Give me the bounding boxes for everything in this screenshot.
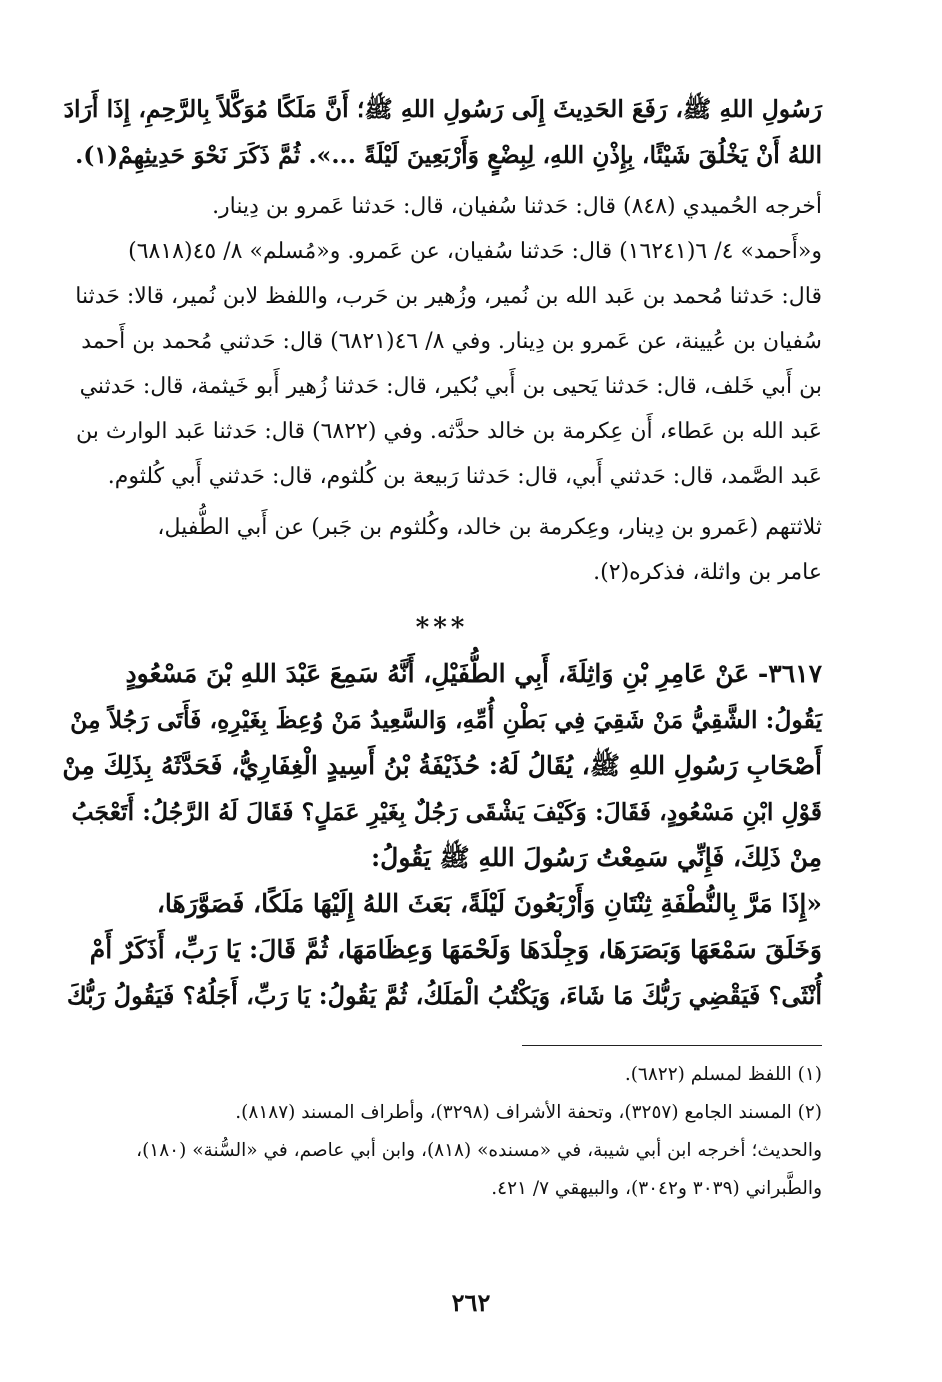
footnote-line: (٢) المسند الجامع (٣٢٥٧)، وتحفة الأشراف (٣٢٩٨)، وأطراف المسند (٨١٨٧). xyxy=(235,1102,822,1123)
text-line: أُنْثَى؟ فَيَقْضِي رَبُّكَ مَا شَاءَ، وَيَكْتُبُ الْمَلَكُ، ثُمَّ يَقُولُ: يَا رَبِّ، أَجَلُهُ؟ فَيَقُولُ رَبُّكَ xyxy=(66,981,822,1010)
paragraph-takhrij xyxy=(62,184,822,499)
paragraph-continuation xyxy=(62,86,822,178)
text-line: مِنْ ذَلِكَ، فَإِنِّي سَمِعْتُ رَسُولَ اللهِ ﷺ يَقُولُ: xyxy=(370,843,822,872)
text-line: أَصْحَابِ رَسُولِ اللهِ ﷺ، يُقَالُ لَهُ: حُذَيْفَةُ بْنُ أَسِيدٍ الْغِفَارِيُّ، فَحَدَّثَهُ بِذَلِكَ مِنْ xyxy=(62,751,822,780)
text-line: قال: حَدثنا مُحمد بن عَبد الله بن نُمير، وزُهير بن حَرب، واللفظ لابن نُمير، قالا: حَدثنا xyxy=(75,284,822,309)
text-line: اللهُ أَنْ يَخْلُقَ شَيْئًا، بِإِذْنِ اللهِ، لِبِضْعٍ وَأَرْبَعِينَ لَيْلَةً ...». ثُمَّ ذَكَرَ نَحْوَ حَدِيثِهِمْ(١). xyxy=(75,141,822,169)
text-line: و«أَحمد» ٤/ ٦(١٦٢٤١) قال: حَدثنا سُفيان، عن عَمرو. و«مُسلم» ٨/ ٤٥(٦٨١٨) xyxy=(128,239,822,264)
text-line: عَبد الصَّمد، قال: حَدثني أَبي، قال: حَدثنا رَبيعة بن كُلثوم، قال: حَدثني أَبي كُلثوم. xyxy=(107,464,822,489)
paragraph-summary xyxy=(62,505,822,595)
text-line: وَخَلَقَ سَمْعَهَا وَبَصَرَهَا، وَجِلْدَهَا وَلَحْمَهَا وَعِظَامَهَا، ثُمَّ قَالَ: يَا رَبِّ، أَذَكَرٌ أَمْ xyxy=(89,935,822,964)
footnote-line: والطَّبراني (٣٠٣٩ و٣٠٤٢)، والبيهقي ٧/ ٤٢١. xyxy=(491,1178,822,1199)
hadith-3617-matn xyxy=(62,881,822,1019)
section-separator: *** xyxy=(415,613,469,643)
text-line: رَسُولِ اللهِ ﷺ، رَفَعَ الحَدِيثَ إِلَى رَسُولِ اللهِ ﷺ؛ أَنَّ مَلَكًا مُوَكَّلاً بِالرَّحِمِ، إِذَا أَرَادَ xyxy=(63,95,822,123)
text-line: عَبد الله بن عَطاء، أَن عِكرمة بن خالد حدَّثه. وفي (٦٨٢٢) قال: حَدثنا عَبد الوارث بن xyxy=(76,419,822,444)
footnote-line: (١) اللفظ لمسلم (٦٨٢٢). xyxy=(624,1064,822,1085)
text-line: يَقُولُ: الشَّقِيُّ مَنْ شَقِيَ فِي بَطْنِ أُمِّهِ، وَالسَّعِيدُ مَنْ وُعِظَ بِغَيْرِهِ، فَأَتَى رَجُلاً مِنْ xyxy=(70,706,822,734)
footnote-divider xyxy=(522,1045,822,1046)
text-line: سُفيان بن عُيينة، عن عَمرو بن دِينار. وفي ٨/ ٤٦(٦٨٢١) قال: حَدثني مُحمد بن أَحمد xyxy=(81,329,822,354)
text-line: ٣٦١٧- عَنْ عَامِرِ بْنِ وَاثِلَةَ، أَبِي الطُّفَيْلِ، أَنَّهُ سَمِعَ عَبْدَ اللهِ بْنَ مَسْعُودٍ xyxy=(125,659,822,688)
footnote-line: والحديث؛ أخرجه ابن أبي شيبة، في «مسنده» (٨١٨)، وابن أبي عاصم، في «السُّنة» (١٨٠)، xyxy=(136,1140,822,1161)
text-line: «إِذَا مَرَّ بِالنُّطْفَةِ ثِنْتَانِ وَأَرْبَعُونَ لَيْلَةً، بَعَثَ اللهُ إِلَيْهَا مَلَكًا، فَصَوَّرَهَا، xyxy=(156,889,822,918)
page-number: ٢٦٢ xyxy=(451,1288,491,1317)
text-line: عامر بن واثلة، فذكره(٢). xyxy=(593,560,822,585)
text-line: ثلاثتهم (عَمرو بن دِينار، وعِكرمة بن خالد، وكُلثوم بن جَبر) عن أَبي الطُّفيل، xyxy=(157,515,822,540)
text-line: بن أَبي خَلف، قال: حَدثنا يَحيى بن أَبي بُكير، قال: حَدثنا زُهير أَبو خَيثمة، قال: حَدثني xyxy=(79,374,822,399)
footnotes xyxy=(62,1056,822,1208)
hadith-3617-isnad xyxy=(62,651,822,881)
text-line: أخرجه الحُميدي (٨٤٨) قال: حَدثنا سُفيان، قال: حَدثنا عَمرو بن دِينار. xyxy=(212,194,822,219)
text-line: قَوْلِ ابْنِ مَسْعُودٍ، فَقَالَ: وَكَيْفَ يَشْقَى رَجُلٌ بِغَيْرِ عَمَلٍ؟ فَقَالَ لَهُ الرَّجُلُ: أَتَعْجَبُ xyxy=(71,798,822,826)
page-body xyxy=(62,86,822,1208)
